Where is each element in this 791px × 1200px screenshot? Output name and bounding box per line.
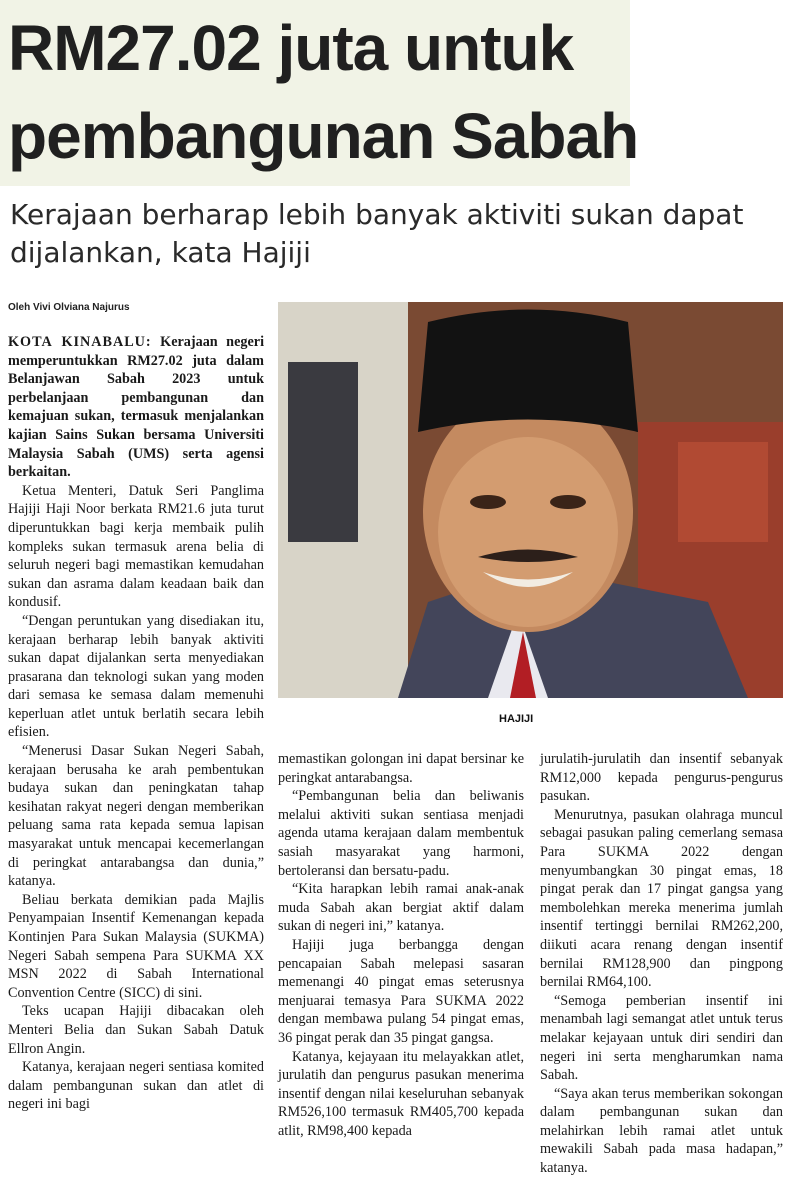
- paragraph: “Dengan peruntukan yang disediakan itu, kerajaan berharap lebih banyak aktiviti sukan dapat dijalankan serta menyediakan prasarana dan teknologi sukan yang moden dari semasa ke semasa dalam memenuhi keperluan atlet untuk berlatih secara lebih efisien.: [8, 612, 264, 741]
- lead-text: Kerajaan negeri memperuntukkan RM27.02 juta dalam Belanjawan Sabah 2023 untuk perbelanjaan pembangunan dan kemajuan sukan, termasuk menjalankan kajian Sains Sukan bersama Universiti Malaysia Sabah (UMS) serta agensi berkaitan.: [8, 334, 265, 481]
- headline-line-2: pembangunan Sabah: [8, 100, 639, 172]
- paragraph: Ketua Menteri, Datuk Seri Panglima Hajiji Haji Noor berkata RM21.6 juta turut diperuntukkan bagi kerja membaik pulih kompleks sukan termasuk arena belia di seluruh negeri bagi memastikan kemudahan sukan dan asrama dalam keadaan baik dan kondusif.: [8, 482, 264, 611]
- paragraph: “Kita harapkan lebih ramai anak-anak muda Sabah akan bergiat aktif dalam sukan di negeri ini,” katanya.: [278, 881, 524, 935]
- paragraph: Beliau berkata demikian pada Majlis Penyampaian Insentif Kemenangan kepada Kontinjen Para Sukan Malaysia (SUKMA) Negeri Sabah sempena Para SUKMA XX MSN 2022 di Sabah International Convention Centre (SICC) di sini.: [8, 891, 264, 1001]
- article-column-2: [278, 750, 524, 1140]
- paragraph: memastikan golongan ini dapat bersinar ke peringkat antarabangsa.: [278, 751, 524, 786]
- paragraph: Teks ucapan Hajiji dibacakan oleh Menteri Belia dan Sukan Sabah Datuk Ellron Angin.: [8, 1003, 264, 1057]
- portrait-illustration: [278, 302, 783, 698]
- paragraph: Menurutnya, pasukan olahraga muncul sebagai pasukan paling cemerlang semasa Para SUKMA 2022 dengan menyumbangkan 30 pingat emas, 18 pingat perak dan 17 pingat gangsa yang membolehkan mereka menerima jumlah insentif tertinggi bernilai RM262,200, diikuti acara renang dengan insentif bernilai RM128,900 dan pingpong bernilai RM64,100.: [540, 806, 783, 991]
- lead-paragraph: [8, 333, 264, 482]
- paragraph: “Menerusi Dasar Sukan Negeri Sabah, kerajaan berusaha ke arah pembentukan budaya sukan dan peningkatan tahap kesihatan rakyat negeri dengan memberikan peluang sama rata kepada semua lapisan masyarakat untuk mencapai kecemerlangan di peringkat antarabangsa dan dunia,” katanya.: [8, 743, 264, 890]
- headline: [8, 4, 638, 180]
- portrait-photo: [278, 302, 783, 698]
- paragraph: “Saya akan terus memberikan sokongan dalam pembangunan sukan dan melahirkan lebih ramai atlet untuk mewakili Sabah pada masa hadapan,” katanya.: [540, 1085, 783, 1177]
- byline: Oleh Vivi Olviana Najurus: [8, 302, 130, 313]
- paragraph: Katanya, kejayaan itu melayakkan atlet, jurulatih dan pengurus pasukan menerima insentif dengan nilai keseluruhan sebanyak RM526,100 termasuk RM405,700 kepada atlit, RM98,400 kepada: [278, 1048, 524, 1139]
- headline-line-1: RM27.02 juta untuk: [8, 12, 574, 84]
- paragraph: Katanya, kerajaan negeri sentiasa komited dalam pembangunan sukan dan atlet di negeri ini bagi: [8, 1059, 264, 1113]
- paragraph: “Semoga pemberian insentif ini menambah lagi semangat atlet untuk terus melakar kejayaan untuk diri sendiri dan negeri ini serta mengharumkan nama Sabah.: [540, 992, 783, 1084]
- article-column-1: [8, 333, 264, 1114]
- dateline: KOTA KINABALU:: [8, 334, 152, 350]
- photo-caption: HAJIJI: [499, 713, 534, 725]
- article-column-3: [540, 750, 783, 1178]
- paragraph: jurulatih-jurulatih dan insentif sebanyak RM12,000 kepada pengurus-pengurus pasukan.: [540, 751, 783, 805]
- paragraph: Hajiji juga berbangga dengan pencapaian Sabah melepasi sasaran memenangi 40 pingat emas seterusnya menjuarai temasya Para SUKMA 2022 dengan membawa pulang 54 pingat emas, 36 pingat perak dan 35 pingat gangsa.: [278, 936, 524, 1046]
- paragraph: “Pembangunan belia dan beliwanis melalui aktiviti sukan sentiasa menjadi agenda utama kerajaan dalam membentuk sasiah masyarakat yang harmoni, bertoleransi dan bersatu-padu.: [278, 788, 524, 879]
- subheadline: Kerajaan berharap lebih banyak aktiviti sukan dapat dijalankan, kata Hajiji: [10, 198, 744, 269]
